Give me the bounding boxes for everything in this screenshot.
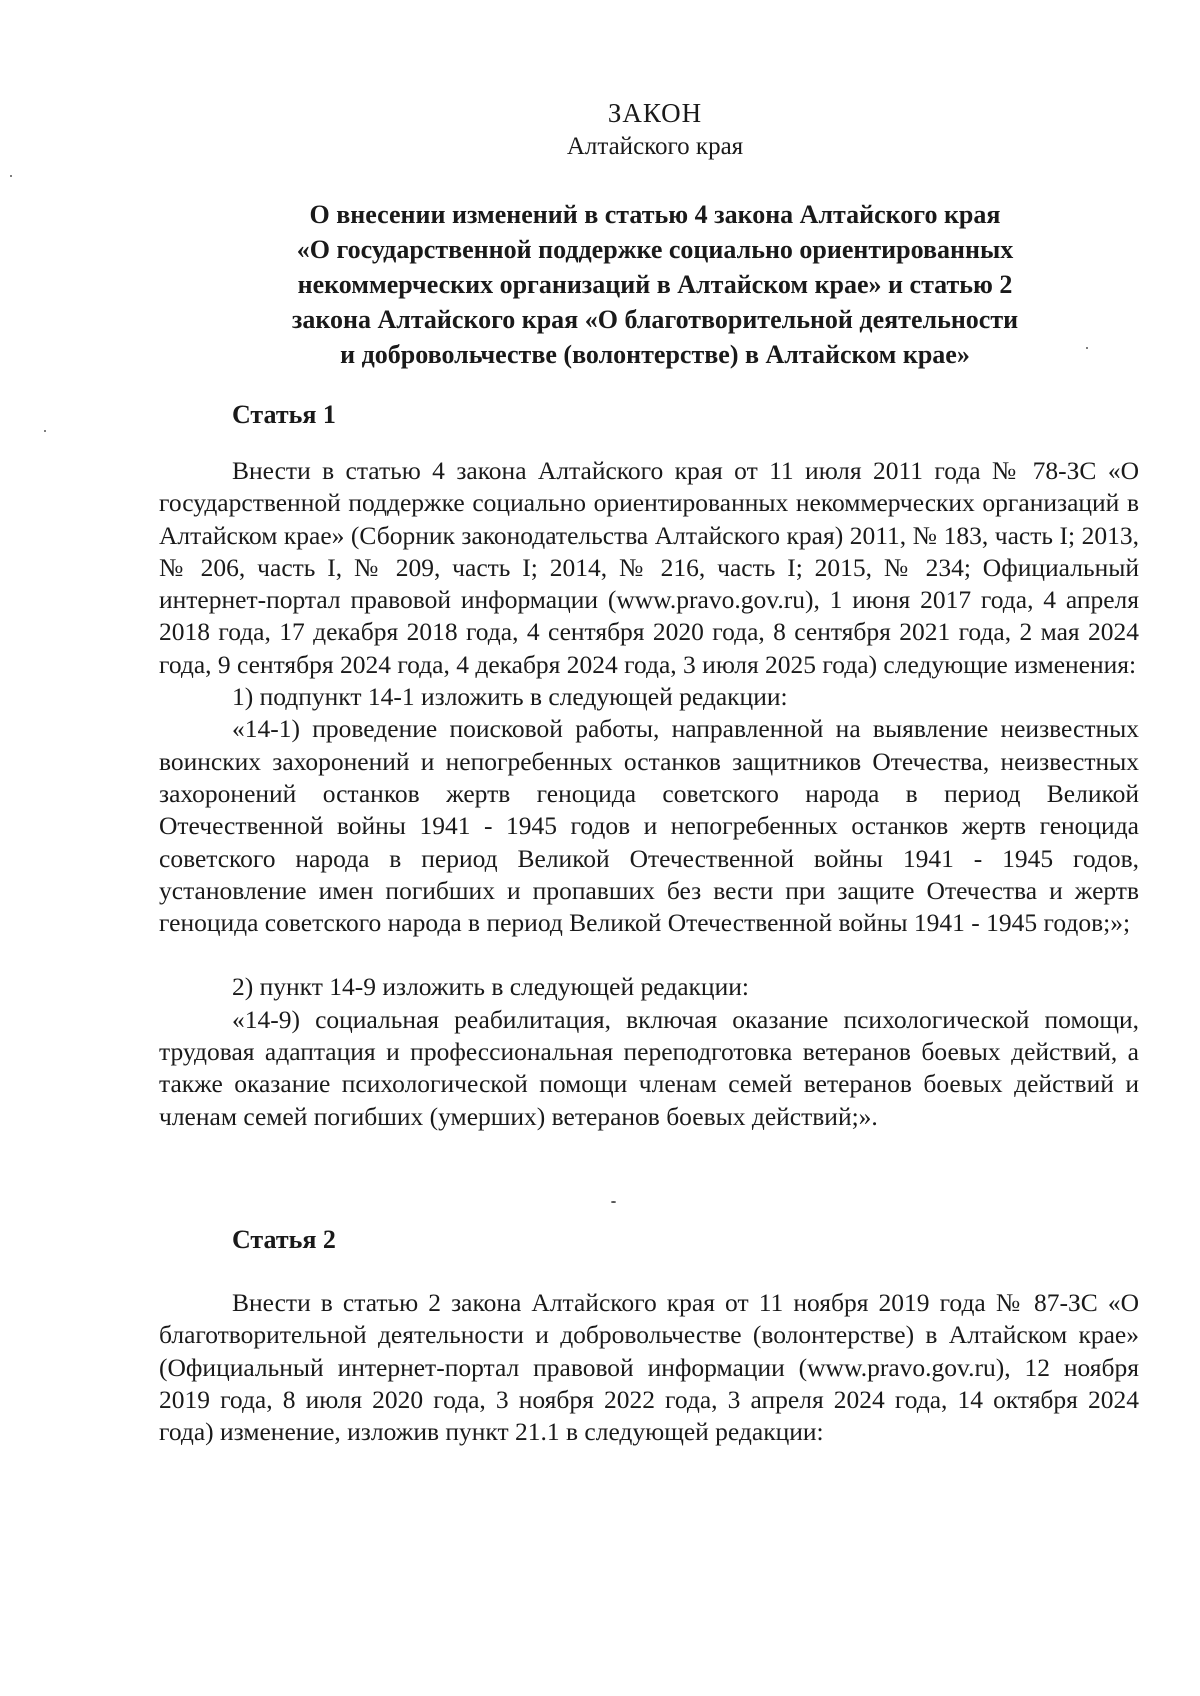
law-title-line: О внесении изменений в статью 4 закона Алтайского края xyxy=(309,200,1001,229)
article-2-intro: Внести в статью 2 закона Алтайского края от 11 ноября 2019 года № 87-ЗС «О благотворительной деятельности и добровольчестве (волонтерстве) в Алтайском крае» (Официальный интернет-портал правовой информации (www.pravo.gov.ru), 12 ноября 2019 года, 8 июля 2020 года, 3 ноября 2022 года, 3 апреля 2024 года, 14 октября 2024 года) изменение, изложив пункт 21.1 в следующей редакции: xyxy=(159,1288,1139,1447)
article-1-item-1-intro: 1) подпункт 14-1 изложить в следующей редакции: xyxy=(232,682,788,712)
article-2-body xyxy=(159,1287,1139,1448)
paragraph-gap xyxy=(159,939,1139,971)
article-1-item-1-text: «14-1) проведение поисковой работы, направленной на выявление неизвестных воинских захоронений и непогребенных останков защитников Отечества, неизвестных захоронений останков жертв геноцида советского народа в период Великой Отечественной войны 1941 - 1945 годов и непогребенных останков жертв геноцида советского народа в период Великой Отечественной войны 1941 - 1945 годов, установление имен погибших и пропавших без вести при защите Отечества и жертв геноцида советского народа в период Великой Отечественной войны 1941 - 1945 годов;»; xyxy=(159,714,1139,938)
article-1-item-2-text: «14-9) социальная реабилитация, включая оказание психологической помощи, трудовая адаптация и профессиональная переподготовка ветеранов боевых действий, а также оказание психологической помощи членам семей ветеранов боевых действий и членам семей погибших (умерших) ветеранов боевых действий;». xyxy=(159,1004,1139,1131)
article-1-item-2-intro: 2) пункт 14-9 изложить в следующей редакции: xyxy=(232,972,749,1002)
document-type-heading: ЗАКОН xyxy=(607,98,703,128)
scan-speck xyxy=(44,430,46,432)
law-title-line: «О государственной поддержке социально ориентированных xyxy=(296,235,1014,264)
article-1-heading: Статья 1 xyxy=(232,400,336,429)
law-title xyxy=(160,197,1150,372)
law-title-line: закона Алтайского края «О благотворительной деятельности xyxy=(291,305,1019,334)
document-region-subheading: Алтайского края xyxy=(566,133,744,160)
scan-speck xyxy=(1086,347,1088,349)
article-2-heading: Статья 2 xyxy=(232,1225,336,1254)
law-title-line: и добровольчестве (волонтерстве) в Алтайском крае» xyxy=(340,340,970,369)
article-1-body xyxy=(159,455,1139,1133)
article-1-intro: Внести в статью 4 закона Алтайского края от 11 июля 2011 года № 78-ЗС «О государственной поддержке социально ориентированных некоммерческих организаций в Алтайском крае» (Сборник законодательства Алтайского края) 2011, № 183, часть I; 2013, № 206, часть I, № 209, часть I; 2014, № 216, часть I; 2015, № 234; Официальный интернет-портал правовой информации (www.pravo.gov.ru), 1 июня 2017 года, 4 апреля 2018 года, 17 декабря 2018 года, 4 сентября 2020 года, 8 сентября 2021 года, 2 мая 2024 года, 9 сентября 2024 года, 4 декабря 2024 года, 3 июля 2025 года) следующие изменения: xyxy=(159,456,1139,679)
scan-speck xyxy=(10,175,12,177)
scan-speck xyxy=(611,1201,616,1203)
law-title-line: некоммерческих организаций в Алтайском крае» и статью 2 xyxy=(297,270,1013,299)
